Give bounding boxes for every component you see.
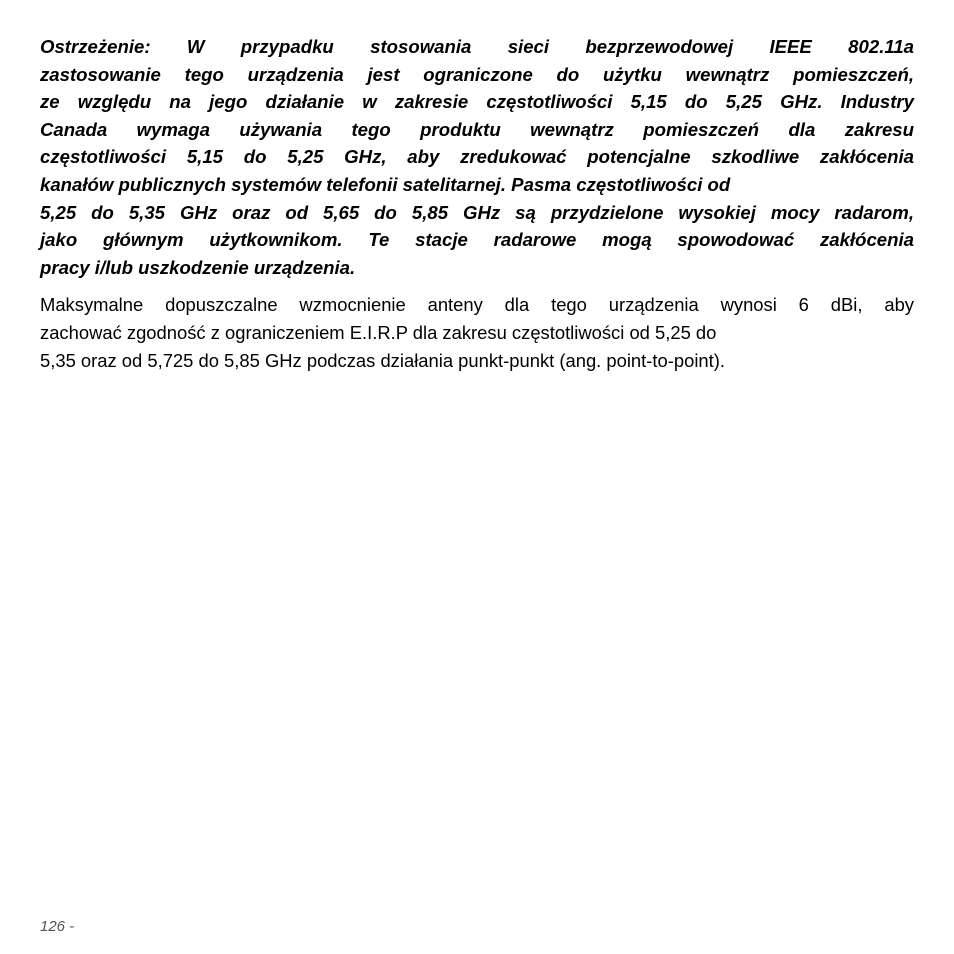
warning-line-4: Canada wymaga używania tego produktu wewnątrz pomieszczeń dla zakresu [40,118,914,140]
warning-line-6: kanałów publicznych systemów telefonii satelitarnej. Pasma częstotliwości od [40,173,731,195]
warning-paragraph [40,33,914,281]
warning-line-2: zastosowanie tego urządzenia jest ograniczone do użytku wewnątrz pomieszczeń, [40,63,914,85]
antenna-info-paragraph [40,291,914,374]
info-line-3: 5,35 oraz od 5,725 do 5,85 GHz podczas działania punkt-punkt (ang. point-to-point). [40,349,725,371]
warning-line-8: jako głównym użytkownikom. Te stacje radarowe mogą spowodować zakłócenia [40,229,914,251]
warning-line-1: Ostrzeżenie: W przypadku stosowania sieci bezprzewodowej IEEE 802.11a [40,36,914,57]
warning-line-5: częstotliwości 5,15 do 5,25 GHz, aby zredukować potencjalne szkodliwe zakłócenia [40,146,914,168]
warning-line-7: 5,25 do 5,35 GHz oraz od 5,65 do 5,85 GHz są przydzielone wysokiej mocy radarom, [40,201,914,223]
document-page [40,33,914,374]
page-number: 126 - [40,918,75,935]
warning-line-3: ze względu na jego działanie w zakresie częstotliwości 5,15 do 5,25 GHz. Industry [40,91,914,113]
info-line-2: zachować zgodność z ograniczeniem E.I.R.P dla zakresu częstotliwości od 5,25 do [40,321,717,343]
warning-line-9: pracy i/lub uszkodzenie urządzenia. [40,256,356,278]
info-line-1: Maksymalne dopuszczalne wzmocnienie anteny dla tego urządzenia wynosi 6 dBi, aby [40,294,914,316]
